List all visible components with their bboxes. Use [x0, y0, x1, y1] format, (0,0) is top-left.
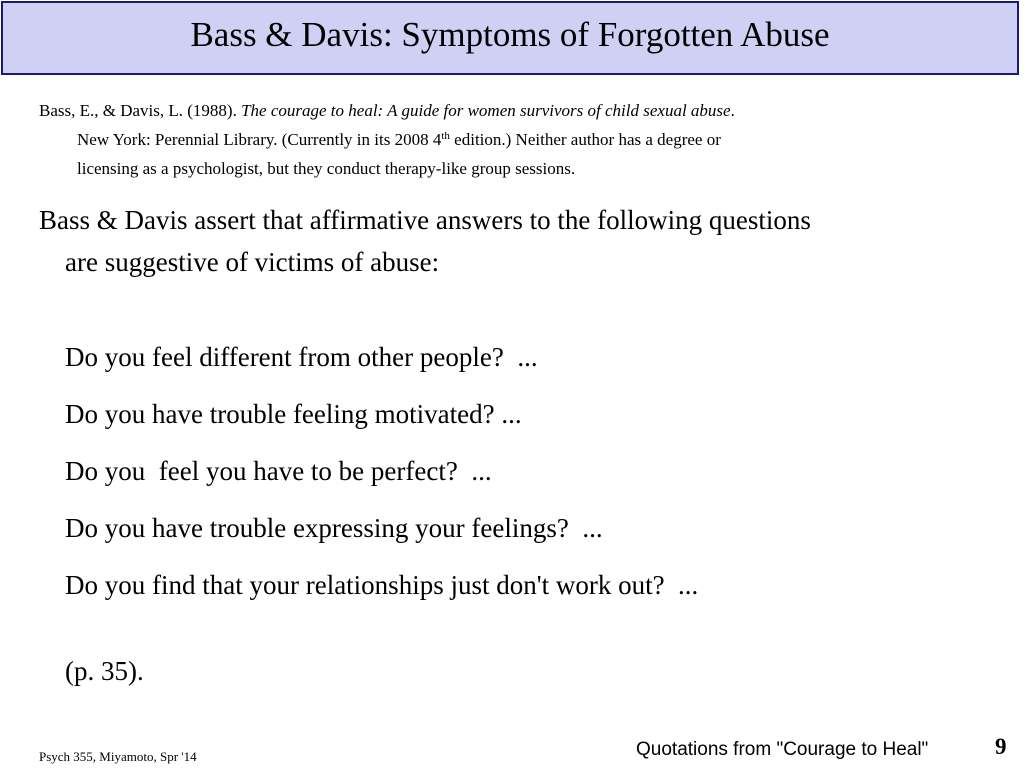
citation-edition-superscript: th [441, 130, 450, 142]
question-item: Do you have trouble expressing your feelings? ... [65, 513, 603, 543]
citation-period: . [730, 101, 735, 120]
question-item: Do you find that your relationships just don't work out? ... [65, 570, 699, 600]
intro-paragraph [39, 199, 999, 283]
citation-line-2 [39, 125, 999, 154]
citation-line-1 [39, 96, 999, 125]
citation-book-title: The courage to heal: A guide for women survivors of child sexual abuse [241, 101, 731, 120]
slide-title: Bass & Davis: Symptoms of Forgotten Abuse [190, 14, 830, 54]
intro-line-2: are suggestive of victims of abuse: [65, 247, 440, 277]
question-item: Do you feel different from other people? ... [65, 342, 538, 372]
citation-authors: Bass, E., & Davis, L. (1988). [39, 101, 242, 120]
citation-publisher: New York: Perennial Library. (Currently in its 2008 4 [77, 130, 442, 149]
page-reference: (p. 35). [65, 656, 144, 686]
question-list [65, 336, 698, 621]
question-item: Do you feel you have to be perfect? ... [65, 456, 492, 486]
citation-edition-note: edition.) Neither author has a degree or [449, 130, 721, 149]
footer-course: Psych 355, Miyamoto, Spr '14 [39, 749, 197, 764]
footer-caption: Quotations from "Courage to Heal" [636, 739, 929, 760]
citation-line-3: licensing as a psychologist, but they conduct therapy-like group sessions. [77, 159, 576, 178]
title-bar [1, 1, 1019, 75]
citation [39, 96, 999, 183]
intro-line-1: Bass & Davis assert that affirmative answers to the following questions [39, 205, 811, 235]
slide-number: 9 [995, 734, 1007, 759]
question-item: Do you have trouble feeling motivated? ... [65, 399, 522, 429]
